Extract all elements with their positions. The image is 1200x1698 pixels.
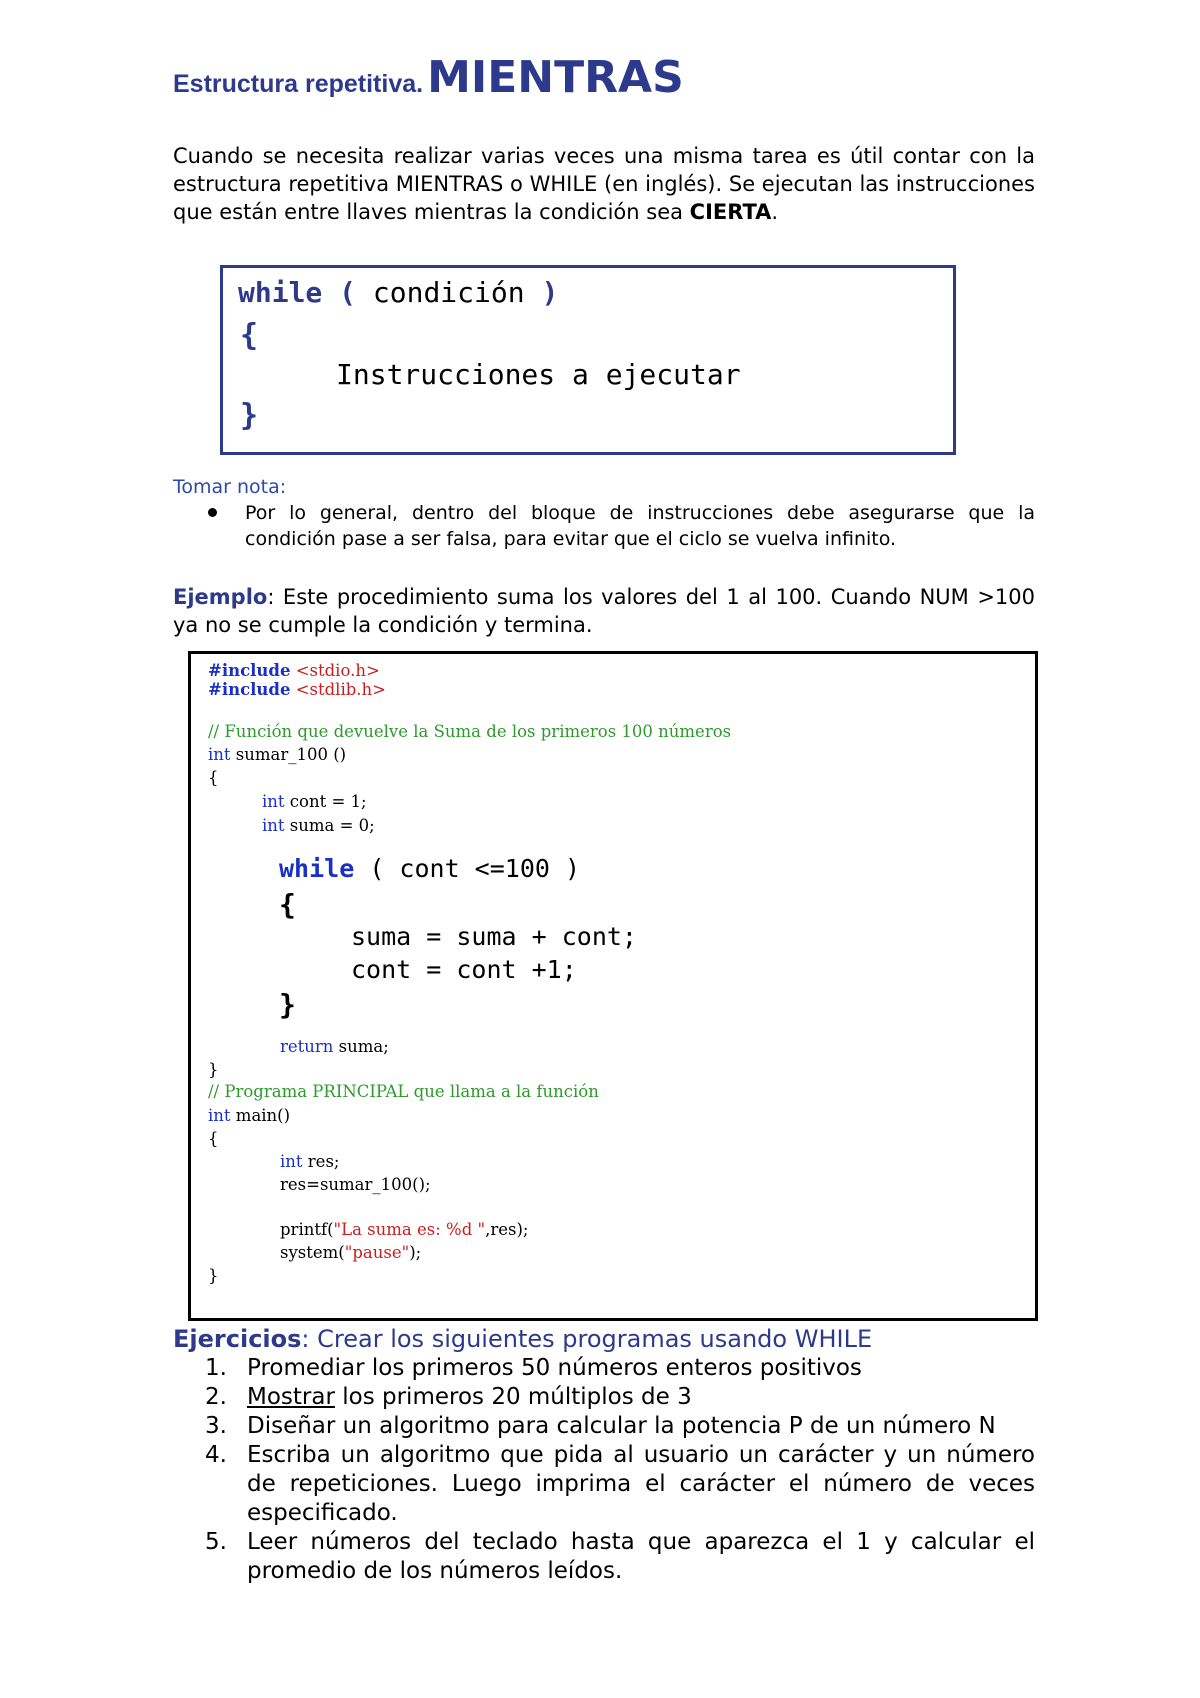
syntax-condition: condición [372, 276, 525, 309]
exercises-title [173, 1325, 872, 1353]
code-line-system [280, 1243, 421, 1262]
comment-text: // Función que devuelve la Suma de los primeros 100 números [208, 722, 732, 741]
code-line-stmt-suma: suma = suma + cont; [351, 922, 637, 951]
code-line-func-decl [208, 745, 346, 764]
code-comment-2 [208, 1082, 599, 1101]
code-comment-1 [208, 722, 731, 741]
example-paragraph [173, 583, 1035, 639]
syntax-open-paren: ( [339, 276, 357, 309]
code-line-decl-suma [262, 816, 375, 835]
list-number: 2. [205, 1384, 227, 1410]
list-number: 5. [205, 1529, 227, 1555]
code-line-include-1 [208, 661, 380, 680]
list-text: Diseñar un algoritmo para calcular la potencia P de un número N [247, 1413, 996, 1439]
preprocessor-include: #include [208, 661, 291, 680]
code-line-open-brace-1: { [208, 768, 219, 787]
list-underlined-word: Mostrar [247, 1384, 335, 1410]
main-name: main() [230, 1106, 291, 1125]
code-line-decl-cont [262, 792, 367, 811]
list-number: 3. [205, 1413, 227, 1439]
decl-suma: suma = 0; [284, 816, 375, 835]
code-line-open-brace-2: { [208, 1129, 219, 1148]
code-line-stmt-cont: cont = cont +1; [351, 955, 577, 984]
list-item [205, 1354, 1035, 1383]
exercises-list [205, 1354, 1035, 1586]
syntax-box [220, 265, 956, 455]
exercises-title-rest: : Crear los siguientes programas usando WHILE [301, 1325, 873, 1353]
while-condition: ( cont <=100 ) [354, 854, 581, 883]
return-value: suma; [333, 1037, 389, 1056]
list-text: los primeros 20 múltiplos de 3 [334, 1384, 692, 1410]
bullet-icon [208, 508, 217, 517]
list-number: 4. [205, 1442, 227, 1468]
code-line-decl-res [280, 1152, 339, 1171]
title-prefix: Estructura repetitiva. [173, 70, 424, 98]
while-open-brace: { [279, 888, 296, 921]
keyword-while: while [279, 854, 355, 883]
list-item [205, 1528, 1035, 1586]
intro-bold-cierta: CIERTA [689, 200, 772, 224]
page-title [173, 52, 684, 103]
title-main: MIENTRAS [427, 52, 684, 103]
syntax-close-brace: } [240, 398, 259, 433]
while-close-brace: } [279, 988, 296, 1021]
syntax-while-keyword: while [238, 276, 323, 309]
list-number: 1. [205, 1355, 227, 1381]
decl-res: res; [302, 1152, 340, 1171]
code-line-include-2 [208, 680, 386, 699]
syntax-open-brace: { [240, 318, 259, 353]
intro-paragraph [173, 142, 1035, 226]
preprocessor-include: #include [208, 680, 291, 699]
code-line-return [280, 1037, 389, 1056]
keyword-int: int [262, 816, 285, 835]
list-text: Leer números del teclado hasta que aparezca el 1 y calcular el promedio de los números leídos. [247, 1529, 1035, 1584]
comment-text: // Programa PRINCIPAL que llama a la función [208, 1082, 599, 1101]
printf-string: "La suma es: %d " [333, 1220, 486, 1239]
system-end: ); [409, 1243, 422, 1262]
header-stdlib: <stdlib.h> [295, 680, 386, 699]
syntax-body: Instrucciones a ejecutar [336, 358, 741, 391]
exercises-label: Ejercicios [173, 1325, 302, 1353]
keyword-int: int [262, 792, 285, 811]
keyword-int: int [208, 745, 231, 764]
header-stdio: <stdio.h> [295, 661, 380, 680]
example-text: : Este procedimiento suma los valores del 1 al 100. Cuando NUM >100 ya no se cumple la condición y termina. [173, 585, 1035, 637]
system-call: system( [280, 1243, 345, 1262]
example-label: Ejemplo [173, 585, 268, 609]
code-line-printf [280, 1220, 528, 1239]
list-item [205, 1441, 1035, 1528]
code-line-while-close [279, 988, 296, 1021]
note-bullet-text: Por lo general, dentro del bloque de instrucciones debe asegurarse que la condición pase a ser falsa, para evitar que el ciclo se vuelva infinito. [245, 502, 1035, 550]
func-name: sumar_100 () [230, 745, 347, 764]
code-line-close-brace-2: } [208, 1266, 219, 1285]
code-line-close-brace-1: } [208, 1060, 219, 1079]
syntax-close-paren: ) [541, 276, 559, 309]
list-item [205, 1383, 1035, 1412]
code-line-res-assign: res=sumar_100(); [280, 1175, 431, 1194]
decl-cont: cont = 1; [284, 792, 367, 811]
keyword-int: int [208, 1106, 231, 1125]
intro-text: Cuando se necesita realizar varias veces una misma tarea es útil contar con la estructura repetitiva MIENTRAS o WHILE (en inglés). Se ejecutan las instrucciones que están entre llaves mientras la condición sea [173, 144, 1035, 224]
code-line-main-decl [208, 1106, 290, 1125]
list-text: Promediar los primeros 50 números enteros positivos [247, 1355, 862, 1381]
note-label: Tomar nota: [173, 476, 287, 498]
printf-call: printf( [280, 1220, 334, 1239]
printf-args: ,res); [485, 1220, 529, 1239]
list-item [205, 1412, 1035, 1441]
intro-end: . [771, 200, 779, 224]
list-text: Escriba un algoritmo que pida al usuario un carácter y un número de repeticiones. Luego imprima el carácter el número de veces especificado. [247, 1442, 1035, 1526]
code-line-while [279, 854, 580, 883]
syntax-while-line [238, 276, 558, 309]
system-string: "pause" [344, 1243, 410, 1262]
keyword-return: return [280, 1037, 334, 1056]
keyword-int: int [280, 1152, 303, 1171]
code-line-while-open [279, 888, 296, 921]
code-box [188, 651, 1038, 1321]
